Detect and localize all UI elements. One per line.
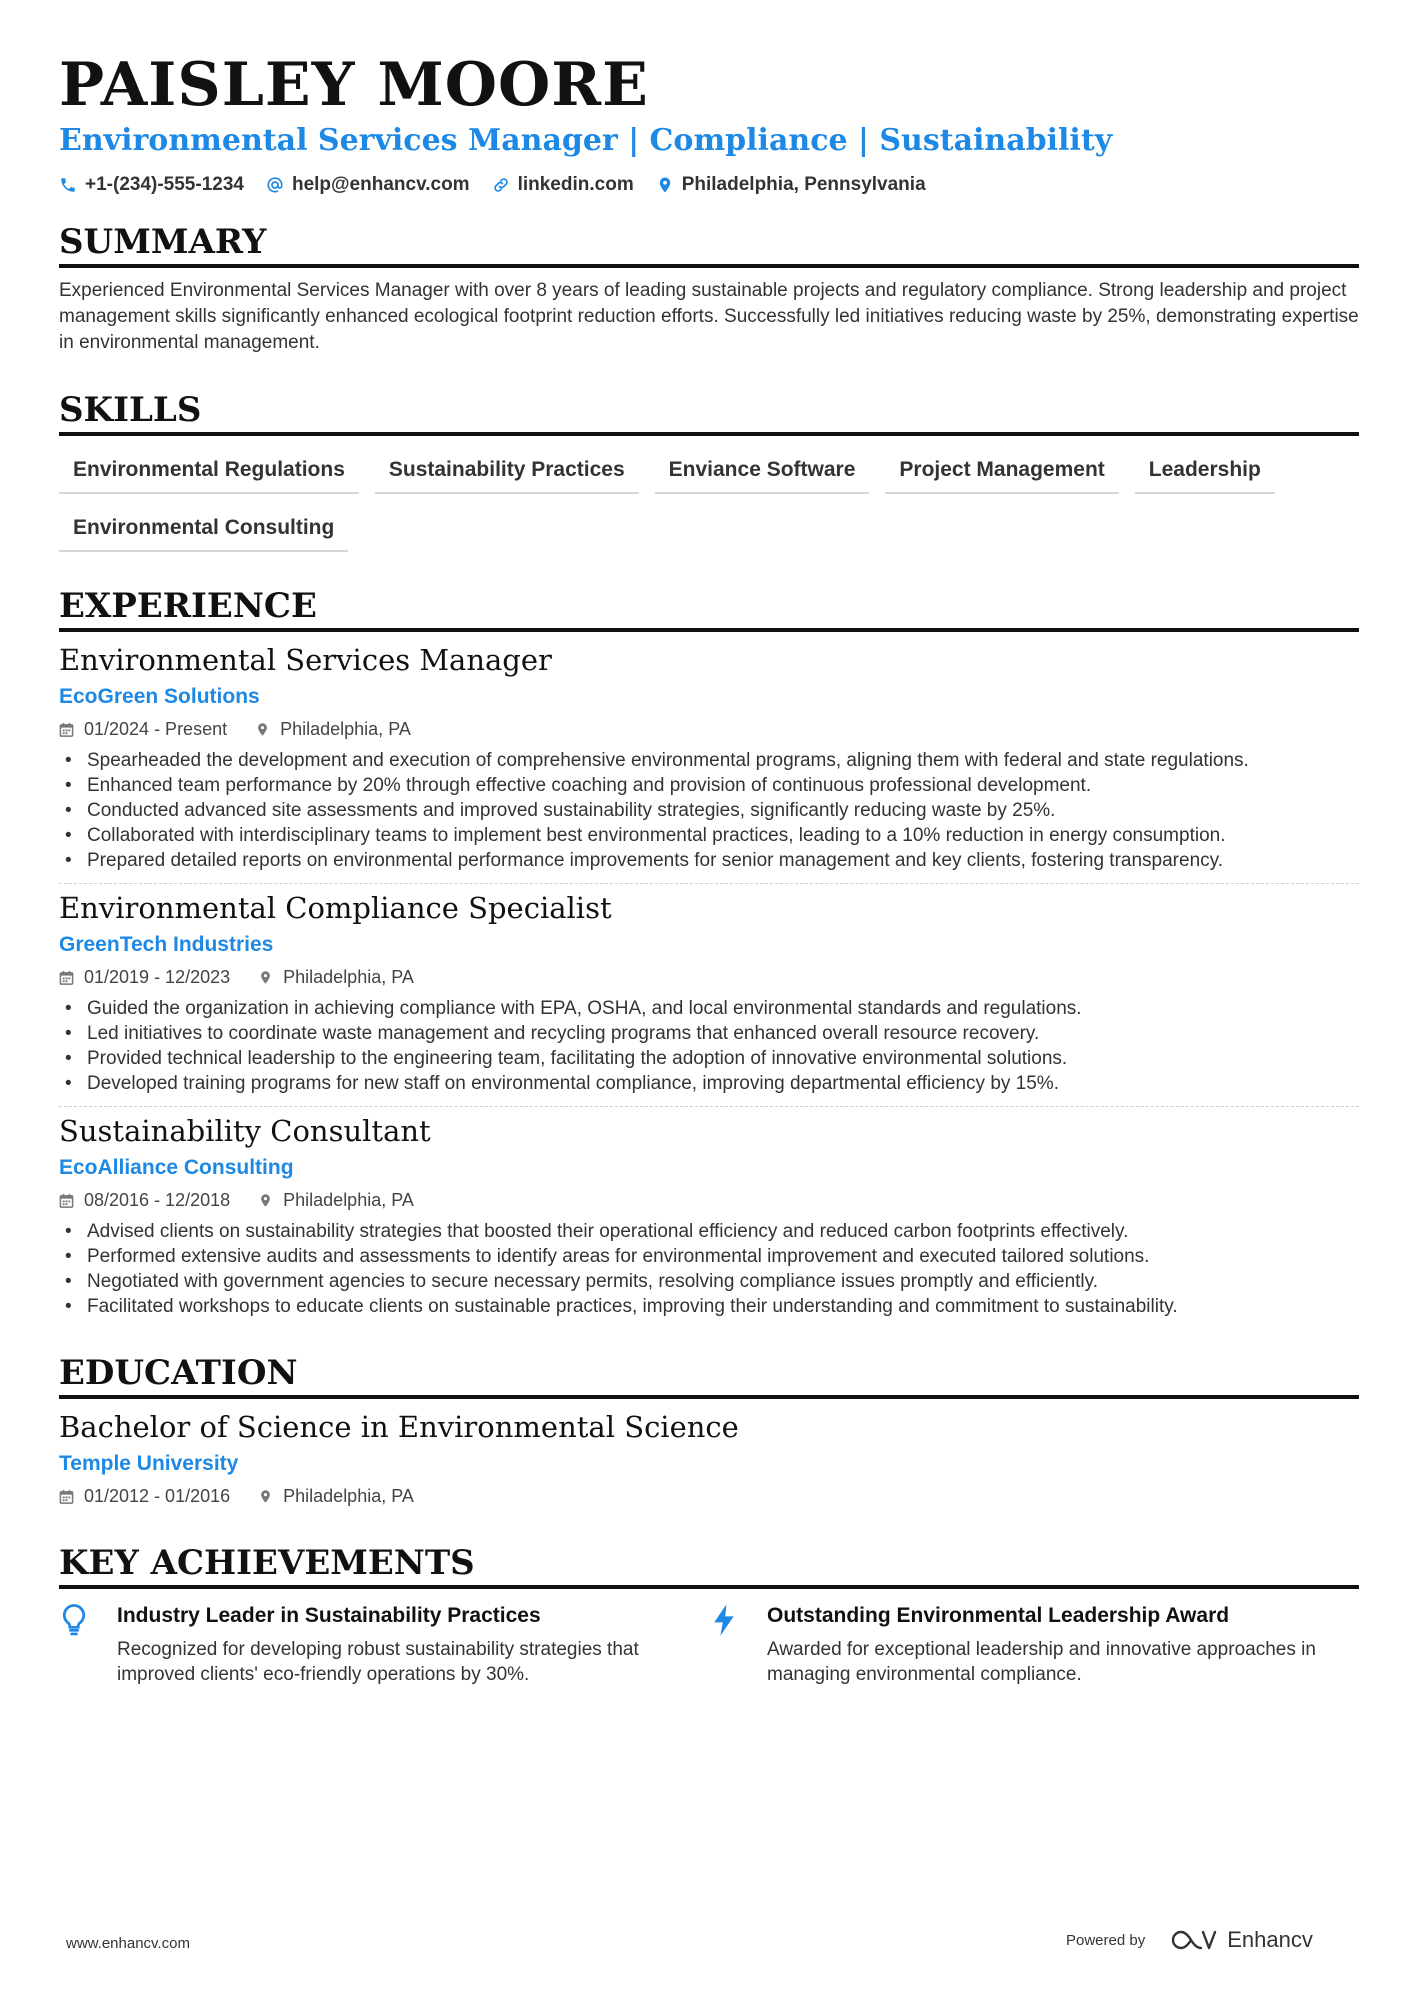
achievement-item — [709, 1601, 1359, 1687]
brand-name: Enhancv — [1227, 1927, 1313, 1952]
job-bullets — [59, 1219, 1359, 1319]
link-icon — [492, 176, 510, 194]
skills-list — [59, 448, 1359, 552]
job-location — [255, 716, 411, 742]
contact-phone[interactable] — [59, 174, 244, 196]
candidate-name: PAISLEY MOORE — [59, 50, 649, 120]
job-location-text: Philadelphia, PA — [283, 1190, 414, 1210]
skill-tag: Enviance Software — [655, 448, 870, 494]
education-dates-text: 01/2012 - 01/2016 — [84, 1486, 231, 1506]
education-dates — [59, 1483, 230, 1509]
job-dates — [59, 716, 227, 742]
degree-title: Bachelor of Science in Environmental Science — [59, 1410, 739, 1444]
contact-linkedin-text: linkedin.com — [517, 174, 634, 195]
job-meta — [59, 964, 1359, 990]
job-dates-text: 08/2016 - 12/2018 — [84, 1190, 231, 1210]
education-location-text: Philadelphia, PA — [283, 1486, 414, 1506]
contact-email-text: help@enhancv.com — [291, 174, 470, 195]
company-name: EcoGreen Solutions — [59, 685, 260, 708]
list-item: • Prepared detailed reports on environmental performance improvements for senior management and key clients, fostering transparency. — [59, 848, 1359, 873]
achievement-body — [117, 1601, 677, 1687]
experience-heading: EXPERIENCE — [59, 586, 1359, 632]
lightbulb-icon — [59, 1603, 89, 1637]
phone-icon — [59, 176, 77, 194]
contact-email[interactable] — [266, 174, 470, 196]
location-pin-icon — [656, 176, 674, 194]
calendar-icon — [59, 1489, 74, 1504]
calendar-icon — [59, 970, 74, 985]
list-item: • Developed training programs for new staff on environmental compliance, improving departmental efficiency by 15%. — [59, 1071, 1359, 1096]
summary-text: Experienced Environmental Services Manager with over 8 years of leading sustainable projects and regulatory compliance. Strong leadership and project management skills significantly enhanced ecological footprint reduction efforts. Successfully led initiatives reducing waste by 25%, demonstrating expertise in environmental management. — [59, 280, 1359, 353]
education-heading: EDUCATION — [59, 1353, 1359, 1399]
education-meta — [59, 1483, 1359, 1509]
location-pin-icon — [258, 1193, 273, 1208]
contact-location-text: Philadelphia, Pennsylvania — [681, 174, 926, 195]
job-dates-text: 01/2019 - 12/2023 — [84, 967, 231, 987]
achievements-list — [59, 1601, 1359, 1687]
list-item: • Provided technical leadership to the engineering team, facilitating the adoption of innovative environmental solutions. — [59, 1046, 1359, 1071]
location-pin-icon — [258, 970, 273, 985]
skill-tag: Environmental Regulations — [59, 448, 359, 494]
school-name: Temple University — [59, 1452, 239, 1475]
achievements-heading: KEY ACHIEVEMENTS — [59, 1543, 1359, 1589]
achievement-description: Recognized for developing robust sustainability strategies that improved clients' eco-friendly operations by 30%. — [117, 1639, 639, 1685]
skills-heading: SKILLS — [59, 390, 1359, 436]
skill-tag: Sustainability Practices — [375, 448, 639, 494]
headline: Environmental Services Manager | Compliance | Sustainability — [59, 123, 1113, 158]
achievement-icon-wrap — [709, 1601, 767, 1687]
summary-heading: SUMMARY — [59, 222, 1359, 268]
footer-branding — [1066, 1927, 1313, 1953]
education-entry — [59, 1409, 1359, 1509]
entry-divider — [59, 883, 1359, 884]
company-name: GreenTech Industries — [59, 933, 274, 956]
job-bullets — [59, 748, 1359, 873]
list-item: • Guided the organization in achieving compliance with EPA, OSHA, and local environmental standards and regulations. — [59, 996, 1359, 1021]
calendar-icon — [59, 1193, 74, 1208]
brand-logo[interactable] — [1171, 1927, 1313, 1953]
list-item: • Collaborated with interdisciplinary teams to implement best environmental practices, leading to a 10% reduction in energy consumption. — [59, 823, 1359, 848]
footer-website[interactable]: www.enhancv.com — [66, 1935, 190, 1952]
job-title: Sustainability Consultant — [59, 1114, 431, 1148]
job-dates-text: 01/2024 - Present — [84, 719, 228, 739]
education-location — [258, 1483, 414, 1509]
achievement-icon-wrap — [59, 1601, 117, 1687]
enhancv-logo-icon — [1171, 1928, 1217, 1952]
job-location-text: Philadelphia, PA — [283, 967, 414, 987]
entry-divider — [59, 1106, 1359, 1107]
job-dates — [59, 1187, 230, 1213]
job-location — [258, 1187, 414, 1213]
job-title: Environmental Services Manager — [59, 643, 552, 677]
job-meta — [59, 1187, 1359, 1213]
list-item: • Advised clients on sustainability strategies that boosted their operational efficiency and reduced carbon footprints effectively. — [59, 1219, 1359, 1244]
job-bullets — [59, 996, 1359, 1096]
achievement-title: Outstanding Environmental Leadership Award — [767, 1604, 1230, 1627]
contact-linkedin[interactable] — [492, 174, 634, 196]
list-item: • Facilitated workshops to educate clients on sustainable practices, improving their understanding and commitment to sustainability. — [59, 1294, 1359, 1319]
location-pin-icon — [255, 722, 270, 737]
contact-phone-text: +1-(234)-555-1234 — [85, 174, 244, 195]
skill-tag: Project Management — [885, 448, 1118, 494]
company-name: EcoAlliance Consulting — [59, 1156, 294, 1179]
list-item: • Spearheaded the development and execution of comprehensive environmental programs, aligning them with federal and state regulations. — [59, 748, 1359, 773]
calendar-icon — [59, 722, 74, 737]
location-pin-icon — [258, 1489, 273, 1504]
achievement-body — [767, 1601, 1327, 1687]
lightning-bolt-icon — [709, 1603, 739, 1637]
job-dates — [59, 964, 230, 990]
list-item: • Enhanced team performance by 20% through effective coaching and provision of continuous professional development. — [59, 773, 1359, 798]
achievement-title: Industry Leader in Sustainability Practices — [117, 1604, 541, 1627]
skill-tag: Leadership — [1135, 448, 1275, 494]
list-item: • Led initiatives to coordinate waste management and recycling programs that enhanced overall resource recovery. — [59, 1021, 1359, 1046]
at-icon — [266, 176, 284, 194]
job-location-text: Philadelphia, PA — [280, 719, 411, 739]
job-meta — [59, 716, 1359, 742]
job-location — [258, 964, 414, 990]
achievement-description: Awarded for exceptional leadership and innovative approaches in managing environmental compliance. — [767, 1639, 1316, 1685]
list-item: • Performed extensive audits and assessments to identify areas for environmental improvement and executed tailored solutions. — [59, 1244, 1359, 1269]
experience-entry — [59, 642, 1359, 873]
experience-entry — [59, 1113, 1359, 1319]
list-item: • Negotiated with government agencies to secure necessary permits, resolving compliance issues promptly and efficiently. — [59, 1269, 1359, 1294]
experience-entry — [59, 890, 1359, 1096]
list-item: • Conducted advanced site assessments and improved sustainability strategies, significantly reducing waste by 25%. — [59, 798, 1359, 823]
powered-by-label: Powered by — [1066, 1931, 1146, 1949]
contact-bar — [59, 174, 1359, 196]
resume-page — [59, 50, 1359, 1687]
achievement-item — [59, 1601, 709, 1687]
job-title: Environmental Compliance Specialist — [59, 891, 612, 925]
skill-tag: Environmental Consulting — [59, 506, 348, 552]
contact-location — [656, 174, 926, 196]
